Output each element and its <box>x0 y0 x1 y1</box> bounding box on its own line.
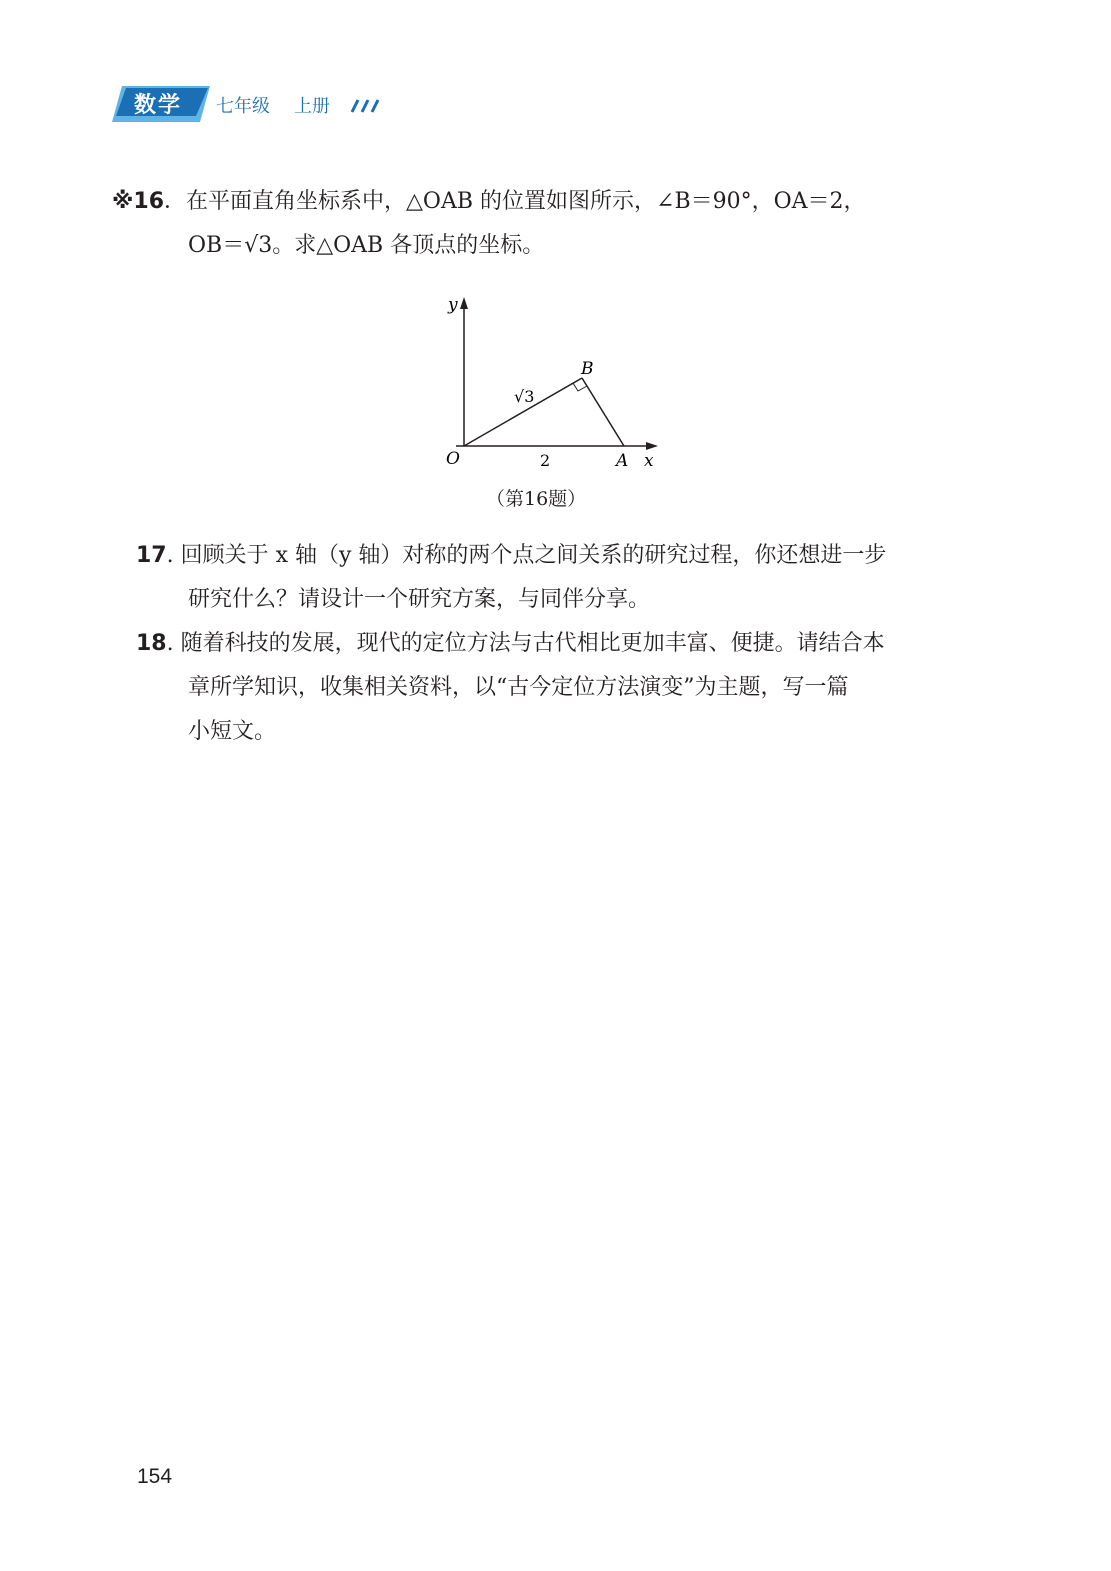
problem-18-line-1 <box>112 622 992 666</box>
figure-caption: （第16题） <box>486 488 587 510</box>
page-header <box>112 84 412 124</box>
problem-16-line-2: OB＝√3。求△OAB 各顶点的坐标。 <box>188 233 545 258</box>
problem-number: 18 <box>136 631 167 656</box>
segment-ab <box>582 378 624 446</box>
grade-label: 七年级 <box>216 96 270 117</box>
point-b-label: B <box>581 359 594 379</box>
x-axis-arrow-icon <box>646 442 658 450</box>
point-o-label: O <box>446 449 460 469</box>
right-angle-mark-icon <box>573 383 587 391</box>
y-axis-label: y <box>448 295 458 315</box>
problem-18-line-3: 小短文。 <box>188 719 277 744</box>
problem-text: ．在平面直角坐标系中，△OAB 的位置如图所示，∠B＝90°，OA＝2， <box>164 189 866 214</box>
ob-length-label: √3 <box>514 387 535 406</box>
oa-length-label: 2 <box>540 451 551 470</box>
problem-17-line-2: 研究什么？请设计一个研究方案，与同伴分享。 <box>188 587 651 612</box>
coordinate-diagram <box>436 292 676 482</box>
problem-17 <box>112 534 992 622</box>
y-axis-arrow-icon <box>460 297 468 309</box>
subject-badge <box>112 84 212 124</box>
problem-17-line-1 <box>112 534 992 578</box>
point-a-label: A <box>616 451 629 471</box>
volume-label: 上册 <box>294 96 330 117</box>
slash-decoration-icon <box>344 98 384 114</box>
problem-text: . 回顾关于 x 轴（y 轴）对称的两个点之间关系的研究过程，你还想进一步 <box>166 543 887 568</box>
problem-number: 17 <box>136 543 167 568</box>
problem-18 <box>112 622 992 754</box>
problem-number: 16 <box>133 189 165 214</box>
problem-16 <box>112 180 992 268</box>
page-number: 154 <box>137 1465 173 1488</box>
problem-18-line-2: 章所学知识，收集相关资料，以“古今定位方法演变”为主题，写一篇 <box>188 675 849 700</box>
optional-marker: ※ <box>112 189 134 214</box>
subject-label: 数学 <box>134 93 183 118</box>
triangle-figure <box>436 292 676 482</box>
problem-16-line-1 <box>112 180 992 224</box>
x-axis-label: x <box>644 451 654 471</box>
problem-text: . 随着科技的发展，现代的定位方法与古代相比更加丰富、便捷。请结合本 <box>166 631 885 656</box>
